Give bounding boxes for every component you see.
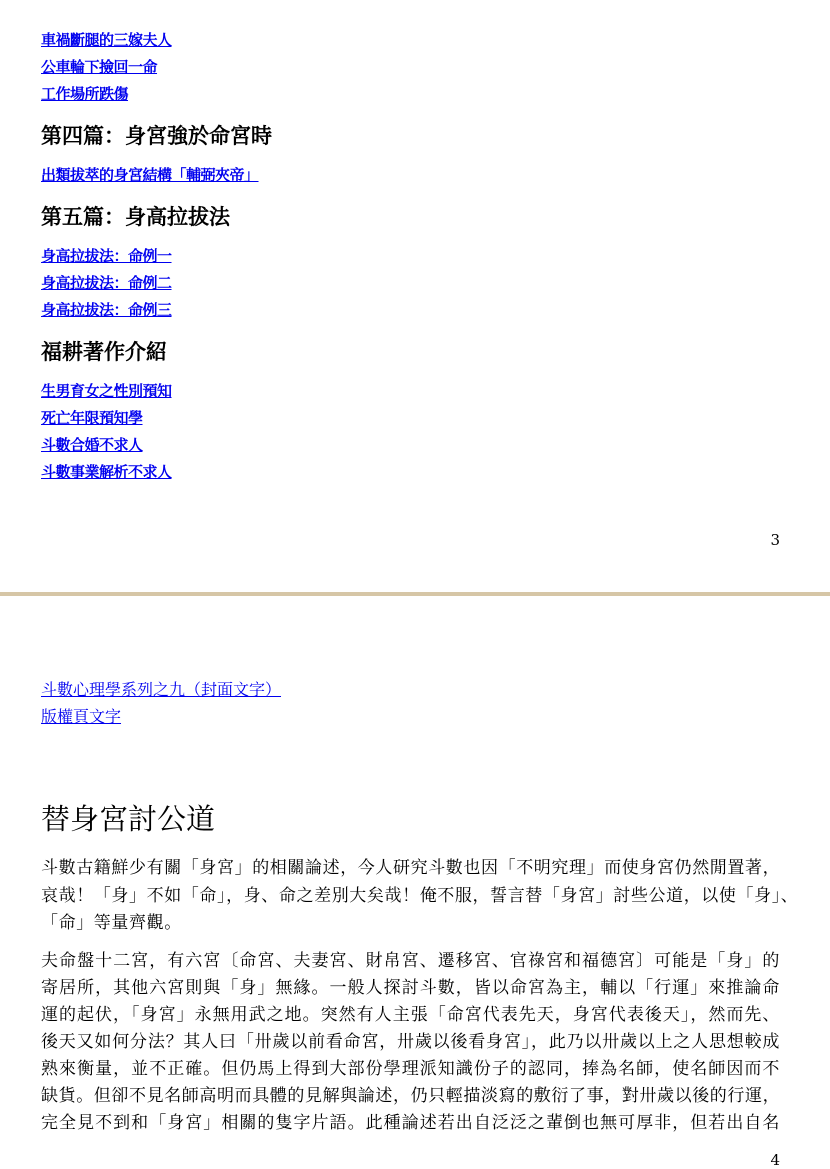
copyright-page-link[interactable]: 版權頁文字 [41,707,122,726]
cover-text-link[interactable]: 斗數心理學系列之九（封面文字） [41,680,282,699]
toc-link[interactable]: 斗數合婚不求人 [41,436,143,454]
toc-link[interactable]: 身高拉拔法：命例二 [41,274,172,292]
toc-link[interactable]: 出類拔萃的身宮結構「輔弼夾帝」 [41,166,259,184]
paragraph-line: 「命」等量齊觀。 [41,913,182,933]
toc-link[interactable]: 死亡年限預知學 [41,409,143,427]
paragraph-line: 運的起伏，「身宮」永無用武之地。突然有人主張「命宮代表先天，身宮代表後天」，然而先、 [41,1005,780,1025]
toc-link[interactable]: 公車輪下撿回一命 [41,58,158,76]
page-title: 替身宮討公道 [41,802,216,836]
toc-link[interactable]: 生男育女之性別預知 [41,382,172,400]
paragraph-line: 寄居所，其他六宮則與「身」無緣。一般人探討斗數，皆以命宮為主，輔以「行運」來推論命 [41,978,780,998]
toc-link[interactable]: 斗數事業解析不求人 [41,463,172,481]
page-number: 3 [770,531,780,549]
section-heading: 福耕著作介紹 [41,340,167,364]
paragraph-line: 缺貨。但卻不見名師高明而具體的見解與論述，仍只輕描淡寫的敷衍了事，對卅歲以後的行運， [41,1086,781,1106]
toc-link[interactable]: 工作場所跌傷 [41,85,129,103]
paragraph-line: 完全見不到和「身宮」相關的隻字片語。此種論述若出自泛泛之輩倒也無可厚非，但若出自名 [41,1113,780,1133]
toc-link[interactable]: 車禍斷腿的三嫁夫人 [41,31,172,49]
section-heading: 第五篇：身高拉拔法 [41,205,230,229]
paragraph-line: 斗數古籍鮮少有關「身宮」的相關論述，今人研究斗數也因「不明究理」而使身宮仍然閒置著， [41,858,781,878]
toc-link[interactable]: 身高拉拔法：命例三 [41,301,172,319]
paragraph-line: 熟來衡量，並不正確。但仍馬上得到大部份學理派知識份子的認同，捧為名師，使名師因而不 [41,1059,780,1079]
section-heading: 第四篇：身宮強於命宮時 [41,124,272,148]
page-separator [0,592,830,596]
paragraph-line: 哀哉！「身」不如「命」，身、命之差別大矣哉！俺不服，誓言替「身宮」討些公道，以使「身」、 [41,886,799,906]
toc-link[interactable]: 身高拉拔法：命例一 [41,247,172,265]
paragraph-line: 後天又如何分法？其人曰「卅歲以前看命宮，卅歲以後看身宮」，此乃以卅歲以上之人思想較成 [41,1032,780,1052]
page-number: 4 [770,1151,780,1169]
paragraph-line: 夫命盤十二宮，有六宮〔命宮、夫妻宮、財帛宮、遷移宮、官祿宮和福德宮〕可能是「身」的 [41,951,780,971]
